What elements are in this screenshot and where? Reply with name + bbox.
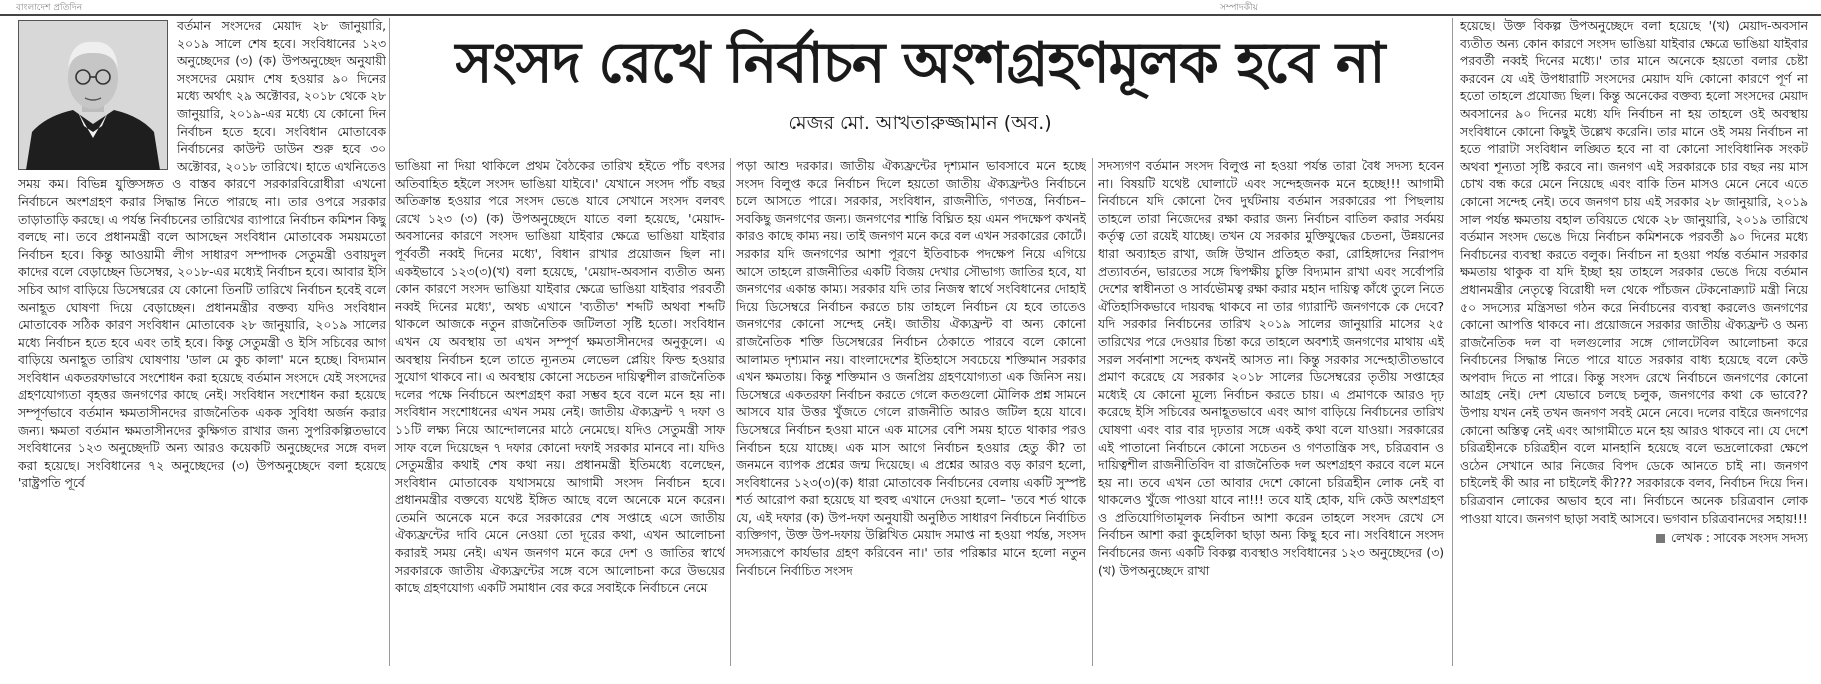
top-strip [0, 0, 1821, 14]
article-text-column-5: হয়েছে। উক্ত বিকল্প উপঅনুচ্ছেদে বলা হয়েছে '(খ) মেয়াদ-অবসান ব্যতীত অন্য কোন কারণে সংসদ ভাঙিয়া যাইবার ক্ষেত্রে ভাঙিয়া যাইবার পরবর্তী নব্বই দিনের মধ্যে।' তার মানে অনেকে হয়তো বলার চেষ্টা করবেন যে এই উপধারাটি সংসদের মেয়াদ যদি কোনো কারণে পূর্ণ না হতো তাহলে প্রযোজ্য ছিল। কিন্তু অনেকের বক্তব্য হলো সংসদের মেয়াদ অবসানের ৯০ দিনের মধ্যে যদি নির্বাচন না হয় তাহলে ওই অবস্থায় সংবিধানে কোনো কিছুই উল্লেখ করেনি। তার মানে ওই সময় নির্বাচন না হতে পারাটা সংবিধান লঙ্ঘিত হবে না বা কোনো সাংবিধানিক সংকট অথবা শূন্যতা সৃষ্টি করবে না। জনগণ এই সরকারকে চার বছর নয় মাস চোখ বন্ধ করে মেনে নিয়েছে এবং বাকি তিন মাসও মেনে নেবে এতে কোনো সন্দেহ নেই। তবে জনগণ চায় এই সরকার ২৮ জানুয়ারি, ২০১৯ সাল পর্যন্ত ক্ষমতায় বহাল তবিয়তে থেকে ২৮ জানুয়ারি, ২০১৯ তারিখে বর্তমান সংসদ ভেঙে দিয়ে নির্বাচন কমিশনকে পরবর্তী ৯০ দিনের মধ্যে নির্বাচনের ব্যবস্থা করতে বলুক। নির্বাচন না হওয়া পর্যন্ত বর্তমান সরকার ক্ষমতায় থাকুক বা যদি ইচ্ছা হয় তাহলে সরকার ভেঙে দিয়ে বর্তমান প্রধানমন্ত্রীর নেতৃত্বে বিরোধী দল থেকে পাঁচজন টেকনোক্র্যাট মন্ত্রী নিয়ে ৫০ সদস্যের মন্ত্রিসভা গঠন করে নির্বাচনের ব্যবস্থা করলেও জনগণের কোনো আপত্তি থাকবে না। প্রয়োজনে সরকার জাতীয় ঐক্যফ্রন্ট ও অন্য রাজনৈতিক দল বা দলগুলোর সঙ্গে গোলটেবিল আলোচনা করে নির্বাচনের সিদ্ধান্ত নিতে পারে যাতে সরকার বাধ্য হয়েছে বলে কেউ অপবাদ দিতে না পারে। কিন্তু সংসদ রেখে নির্বাচনে জনগণের কোনো আগ্রহ নেই। দেশ যেভাবে চলছে চলুক, জনগণের কথা কে ভাবে?? উপায় যখন নেই তখন জনগণ সবই মেনে নেবে। দলের বাইরে জনগণের কোনো অস্তিত্ব নেই এবং আগামীতে মনে হয় আরও থাকবে না। যে দেশে চরিত্রহীনকে চরিত্রহীন বলে মানহানি হয়েছে বলে ভদ্রলোকেরা ক্ষেপে ওঠেন সেখানে আর নিজের বিপদ ডেকে আনতে চাই না। জনগণ চাইলেই কী আর না চাইলেই কী??? সরকারকে বলব, নির্বাচন দিয়ে দিন। চরিত্রবান লোকের অভাব হবে না। নির্বাচনে অনেক চরিত্রবান লোক পাওয়া যাবে। জনগণ ছাড়া সবাই আসবে। ভগবান চরিত্রবানদের সহায়!!! [1460, 19, 1808, 526]
column-divider [730, 158, 731, 666]
top-rule [0, 14, 1821, 16]
column-divider [1452, 18, 1453, 666]
top-strip-left: বাংলাদেশ প্রতিদিন [16, 3, 83, 13]
author-photo [18, 20, 168, 170]
column-divider [1092, 158, 1093, 666]
signature-text: লেখক : সাবেক সংসদ সদস্য [1671, 531, 1808, 546]
article-text-column-3: পড়া আশু দরকার। জাতীয় ঐক্যফ্রন্টের দৃশ্যমান ভাবসাবে মনে হচ্ছে সংসদ বিলুপ্ত করে নির্বাচন দিলে হয়তো জাতীয় ঐক্যফ্রন্টও নির্বাচনে চলে আসতে পারে। সরকার, সংবিধান, রাজনীতি, গণতন্ত্র, নির্বাচন– সবকিছু জনগণের জন্য। জনগণের শান্তি বিঘ্নিত হয় এমন পদক্ষেপ কখনই কারও কাছে কাম্য নয়। তাই জনগণ মনে করে বল এখন সরকারের কোর্টে। সরকার যদি জনগণের আশা পূরণে ইতিবাচক পদক্ষেপ নিয়ে এগিয়ে আসে তাহলে রাজনীতির একটি বিজয় দেখার সৌভাগ্য জাতির হবে, যা জনগণের একান্ত কাম্য। সরকার যদি তার নিজস্ব স্বার্থে সংবিধানের দোহাই দিয়ে ডিসেম্বরে নির্বাচন করতে চায় তাহলে নির্বাচন যে হবে তাতেও জনগণের কোনো সন্দেহ নেই। জাতীয় ঐক্যফ্রন্ট বা অন্য কোনো রাজনৈতিক শক্তি ডিসেম্বরের নির্বাচন ঠেকাতে পারবে বলে কোনো আলামত দৃশ্যমান নয়। বাংলাদেশের ইতিহাসে সবচেয়ে শক্তিমান সরকার এখন ক্ষমতায়। কিন্তু শক্তিমান ও জনপ্রিয় গ্রহণযোগ্যতা এক জিনিস নয়। ডিসেম্বরে একতরফা নির্বাচন করতে গেলে কতগুলো মৌলিক প্রশ্ন সামনে আসবে যার উত্তর খুঁজতে গেলে রাজনীতি আরও জটিল হয়ে যাবে। ডিসেম্বরে নির্বাচন হওয়া মানে এক মাসের বেশি সময় হাতে থাকার পরও নির্বাচন হয়ে যাচ্ছে। এক মাস আগে নির্বাচন হওয়ার হেতু কী? তা জনমনে ব্যাপক প্রশ্নের জন্ম দিয়েছে। এ প্রশ্নের আরও বড় কারণ হলো, সংবিধানের ১২৩(৩)(ক) ধারা মোতাবেক নির্বাচনের বেলায় একটি সুস্পষ্ট শর্ত আরোপ করা হয়েছে যা হুবহু এখানে দেওয়া হলো– 'তবে শর্ত থাকে যে, এই দফার (ক) উপ-দফা অনুযায়ী অনুষ্ঠিত সাধারণ নির্বাচনে নির্বাচিত ব্যক্তিগণ, উক্ত উপ-দফায় উল্লিখিত মেয়াদ সমাপ্ত না হওয়া পর্যন্ত, সংসদ সদস্যরূপে কার্যভার গ্রহণ করিবেন না।' তার পরিষ্কার মানে হলো নতুন নির্বাচনে নির্বাচিত সংসদ [736, 159, 1086, 578]
article-column-4 [1098, 158, 1444, 666]
square-bullet-icon [1656, 534, 1665, 543]
top-strip-right: সম্পাদকীয় [1220, 3, 1258, 13]
article-text-column-2: ভাঙিয়া না দিয়া থাকিলে প্রথম বৈঠকের তারিখ হইতে পাঁচ বৎসর অতিবাহিত হইলে সংসদ ভাঙিয়া যাইবে।' যেখানে সংসদ পাঁচ বছর অতিক্রান্ত হওয়ার পরে সংসদ ভেঙে যাবে সেখানে সংসদ বলবৎ রেখে ১২৩ (৩) (ক) উপঅনুচ্ছেদে যাতে বলা হয়েছে, 'মেয়াদ-অবসানের কারণে সংসদ ভাঙিয়া যাইবার ক্ষেত্রে ভাঙিয়া যাইবার পূর্ববর্তী নব্বই দিনের মধ্যে', বিধান রাখার প্রয়োজন ছিল না। একইভাবে ১২৩(৩)(খ) বলা হয়েছে, 'মেয়াদ-অবসান ব্যতীত অন্য কোন কারণে সংসদ ভাঙিয়া যাইবার ক্ষেত্রে ভাঙিয়া যাইবার পরবর্তী নব্বই দিনের মধ্যে', অথচ এখানে 'ব্যতীত' শব্দটি অথবা শব্দটি থাকলে আজকে নতুন রাজনৈতিক জটিলতা সৃষ্টি হতো। সংবিধান এখন যে অবস্থায় তা এখন সম্পূর্ণ ক্ষমতাসীনদের অনুকূলে। এ অবস্থায় নির্বাচন হলে তাতে ন্যূনতম লেভেল প্লেয়িং ফিল্ড হওয়ার সুযোগ থাকবে না। এ অবস্থায় কোনো সচেতন দায়িত্বশীল রাজনৈতিক দলের পক্ষে নির্বাচনে অংশগ্রহণ করা সম্ভব হবে বলে মনে হয় না। সংবিধান সংশোধনের এখন সময় নেই। জাতীয় ঐক্যফ্রন্ট ৭ দফা ও ১১টি লক্ষ্য নিয়ে আন্দোলনের মাঠে নেমেছে। যদিও সেতুমন্ত্রী সাফ সাফ বলে দিয়েছেন ৭ দফার কোনো দফাই সরকার মানবে না। যদিও সেতুমন্ত্রীর কথাই শেষ কথা নয়। প্রধানমন্ত্রী ইতিমধ্যে বলেছেন, সংবিধান মোতাবেক যথাসময়ে আগামী সংসদ নির্বাচন হবে। প্রধানমন্ত্রীর বক্তব্যে যথেষ্ট ইঙ্গিত আছে বলে অনেকে মনে করেন। তেমনি অনেকে মনে করে সরকারের শেষ সপ্তাহে এসে জাতীয় ঐক্যফ্রন্টের দাবি মেনে নেওয়া তো দূরের কথা, এখন আলোচনা করারই সময় নেই। এখন জনগণ মনে করে দেশ ও জাতির স্বার্থে সরকারকে জাতীয় ঐক্যফ্রন্টের সঙ্গে বসে আলোচনা করে উভয়ের কাছে গ্রহণযোগ্য একটি সমাধান বের করে সবাইকে নির্বাচনে নেমে [395, 159, 725, 596]
article-column-3 [736, 158, 1086, 666]
signature-line [1460, 530, 1808, 548]
article-column-1 [18, 18, 386, 666]
article-text-column-4: সদস্যগণ বর্তমান সংসদ বিলুপ্ত না হওয়া পর্যন্ত তারা বৈধ সদস্য হবেন না। বিষয়টি যথেষ্ট ঘোলাটে এবং সন্দেহজনক মনে হচ্ছে!!! আগামী নির্বাচনে যদি কোনো দৈব দুর্ঘটনায় বর্তমান সরকারের পা পিছলায় তাহলে তারা নিজেদের রক্ষা করার জন্য নির্বাচন বাতিল করার সর্বময় কর্তৃত্ব তো রয়েই যাচ্ছে। তখন যে সরকার মুক্তিযুদ্ধের চেতনা, উন্নয়নের ধারা অব্যাহত রাখা, জঙ্গি উত্থান প্রতিহত করা, রোহিঙ্গাদের নিরাপদ প্রত্যাবর্তন, ভারতের সঙ্গে দ্বিপক্ষীয় চুক্তি বিদ্যমান রাখা এবং সর্বোপরি দেশের স্বাধীনতা ও সার্বভৌমত্ব রক্ষা করার মহান দায়িত্ব কাঁধে তুলে নিতে ঐতিহাসিকভাবে দায়বদ্ধ থাকবে না তার গ্যারান্টি জনগণকে কে দেবে? যদি সরকার নির্বাচনের তারিখ ২০১৯ সালের জানুয়ারি মাসের ২৫ তারিখের পরে দেওয়ার চিন্তা করে তাহলে অবশ্যই জনগণের মাথায় এই সরল সর্বনাশা সন্দেহ কখনই আসত না। কিন্তু সরকার সন্দেহাতীতভাবে প্রমাণ করেছে যে সরকার ২০১৮ সালের ডিসেম্বরের তৃতীয় সপ্তাহের মধ্যেই যে কোনো মূল্যে নির্বাচন করতে চায়। এ প্রমাণকে আরও দৃঢ় করেছে ইসি সচিবের অনাহূতভাবে এবং আগ বাড়িয়ে নির্বাচনের তারিখ ঘোষণা এবং বার বার দৃঢ়তার সঙ্গে একই কথা বলে যাওয়া। সরকারের এই পাতানো নির্বাচনে কোনো সচেতন ও গণতান্ত্রিক সৎ, চরিত্রবান ও দায়িত্বশীল রাজনীতিবিদ বা রাজনৈতিক দল অংশগ্রহণ করবে বলে মনে হয় না। তবে এখন তো আবার দেশে কোনো চরিত্রহীন লোক নেই বা থাকলেও খুঁজে পাওয়া যাবে না!!! তবে যাই হোক, যদি কেউ অংশগ্রহণ ও প্রতিযোগিতামূলক নির্বাচন আশা করেন তাহলে সংসদ রেখে সে নির্বাচন আশা করা কুহেলিকা ছাড়া অন্য কিছু হবে না। সংবিধানে সংসদ নির্বাচনের জন্য একটি বিকল্প ব্যবস্থাও সংবিধানের ১২৩ অনুচ্ছেদের (৩)(খ) উপঅনুচ্ছেদে রাখা [1098, 159, 1444, 578]
author-byline: মেজর মো. আখতারুজ্জামান (অব.) [788, 112, 1052, 134]
article-text-column-1: বর্তমান সংসদের মেয়াদ ২৮ জানুয়ারি, ২০১৯ সালে শেষ হবে। সংবিধানের ১২৩ অনুচ্ছেদের (৩) (ক) উপঅনুচ্ছেদ অনুযায়ী সংসদের মেয়াদ শেষ হওয়ার ৯০ দিনের মধ্যে অর্থাৎ ২৯ অক্টোবর, ২০১৮ থেকে ২৮ জানুয়ারি, ২০১৯-এর মধ্যে যে কোনো দিন নির্বাচন হতে হবে। সংবিধান মোতাবেক নির্বাচনের কাউন্ট ডাউন শুরু হবে ৩০ অক্টোবর, ২০১৮ তারিখে। হাতে এখনিতেও সময় কম। বিভিন্ন যুক্তিসঙ্গত ও বাস্তব কারণে সরকারবিরোধীরা এখনো নির্বাচনে অংশগ্রহণ করার সিদ্ধান্ত নিতে পারছে না। তার ওপরে সরকার তাড়াতাড়ি করছে। এ পর্যন্ত নির্বাচনের তারিখের ব্যাপারে নির্বাচন কমিশন কিছু বলছে না। তবে প্রধানমন্ত্রী বলে আসছেন সংবিধান মোতাবেক সময়মতো নির্বাচন হবে। কিন্তু আওয়ামী লীগ সাধারণ সম্পাদক সেতুমন্ত্রী ওবায়দুল কাদের বলে বেড়াচ্ছেন ডিসেম্বর, ২০১৮-এর মধ্যেই নির্বাচন হবে। আবার ইসি সচিব আগ বাড়িয়ে ডিসেম্বরের যে কোনো তিনটি তারিখে নির্বাচন হবেই বলে অনাহূত ঘোষণা দিয়ে বেড়াচ্ছেন। প্রধানমন্ত্রীর বক্তব্য যদিও সংবিধান মোতাবেক সঠিক কারণ সংবিধান মোতাবেক ২৮ জানুয়ারি, ২০১৯ সালের মধ্যে নির্বাচন হতে হবে এবং তাই হবে। কিন্তু সেতুমন্ত্রী ও ইসি সচিবের আগ বাড়িয়ে অনাহূত তারিখ ঘোষণায় 'ডাল মে কুচ কালা' মনে হচ্ছে। বিদ্যমান সংবিধান একতরফাভাবে সংশোধন করা হয়েছে বর্তমান সংসদে যেই সংসদের গ্রহণযোগ্যতা বৃহত্তর জনগণের কাছে নেই। সংবিধান সংশোধন করা হয়েছে সম্পূর্ণভাবে বর্তমান ক্ষমতাসীনদের রাজনৈতিক একক সুবিধা অর্জন করার জন্য। ক্ষমতা বর্তমান ক্ষমতাসীনদের কুক্ষিগত রাখার জন্য সুপরিকল্পিতভাবে সংবিধানের ১২৩ অনুচ্ছেদটি অন্য আরও কয়েকটি অনুচ্ছেদের সঙ্গে বদল করা হয়েছে। সংবিধানের ৭২ অনুচ্ছেদের (৩) উপঅনুচ্ছেদে বলা হয়েছে 'রাষ্ট্রপতি পূর্বে [18, 19, 386, 491]
column-divider [389, 18, 390, 666]
headline: সংসদ রেখে নির্বাচন অংশগ্রহণমূলক হবে না [455, 30, 1385, 96]
article-column-5 [1460, 18, 1808, 666]
article-column-2 [395, 158, 725, 666]
